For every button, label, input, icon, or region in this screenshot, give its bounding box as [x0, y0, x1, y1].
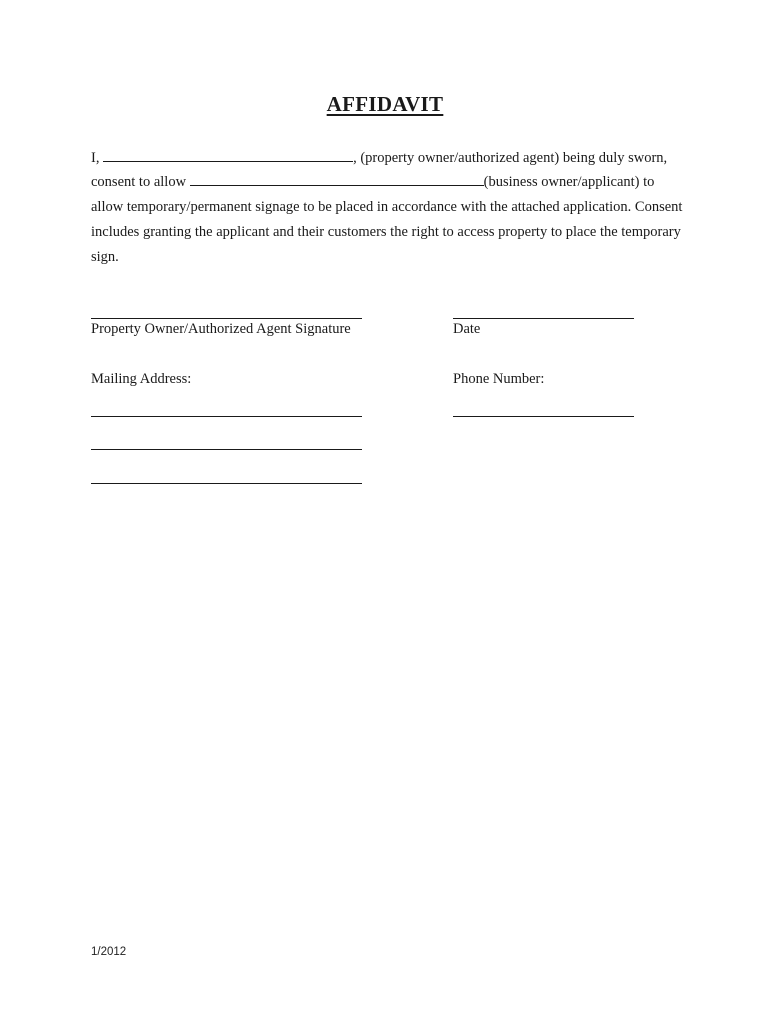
mailing-address-label: Mailing Address:: [91, 371, 192, 387]
paragraph-line-5: sign.: [91, 249, 119, 265]
signature-label: Property Owner/Authorized Agent Signature: [91, 321, 351, 337]
paragraph-line-2: [91, 170, 691, 195]
date-line[interactable]: [453, 318, 634, 319]
paragraph-line-1: [91, 146, 691, 171]
mailing-address-line-3[interactable]: [91, 483, 362, 484]
phone-number-line[interactable]: [453, 416, 634, 417]
owner-suffix-text: , (property owner/authorized agent) being duly sworn,: [353, 150, 668, 166]
revision-date: 1/2012: [91, 946, 127, 958]
phone-number-label: Phone Number:: [453, 371, 545, 387]
mailing-address-line-2[interactable]: [91, 449, 362, 450]
owner-name-blank[interactable]: [103, 146, 353, 162]
paragraph-line-3: allow temporary/permanent signage to be placed in accordance with the attached application. Consent: [91, 199, 683, 215]
signature-line[interactable]: [91, 318, 362, 319]
paragraph-line-4: includes granting the applicant and their customers the right to access property to place the temporary: [91, 224, 681, 240]
document-title: AFFIDAVIT: [326, 92, 444, 116]
paragraph-prefix: I,: [91, 150, 100, 166]
date-label: Date: [453, 321, 481, 337]
mailing-address-line-1[interactable]: [91, 416, 362, 417]
business-suffix-text: (business owner/applicant) to: [483, 174, 655, 190]
business-name-blank[interactable]: [190, 170, 484, 186]
consent-prefix-text: consent to allow: [91, 174, 187, 190]
